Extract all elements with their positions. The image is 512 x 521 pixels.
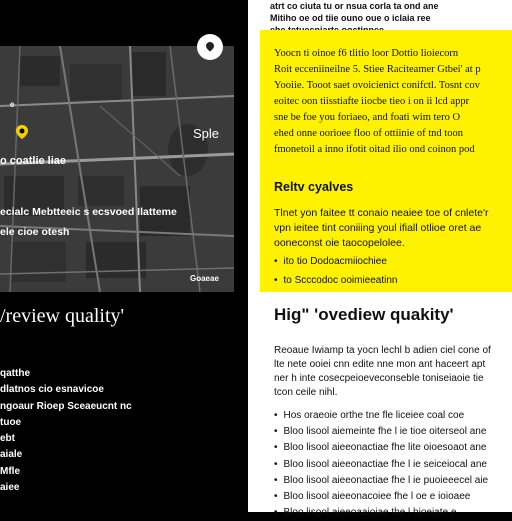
- paragraph-line: Tlnet yon faitee tt conaio neaiee toe of cnlete'r: [274, 207, 489, 219]
- left-panel: [0, 0, 248, 512]
- paragraph-line: tcon ceile nihl.: [274, 387, 338, 398]
- paragraph-line: ooneconst oie taocopelolee.: [274, 237, 405, 249]
- right-panel: [248, 0, 512, 519]
- left-panel-list: [0, 366, 132, 496]
- list-item: aiale: [0, 449, 23, 461]
- paragraph-line: fmonetoil a inno ifotit oitad ilio ond coinon pod: [274, 144, 475, 155]
- highlight-list: [274, 252, 397, 290]
- paragraph-line: ner h inte cosecpeioeveconseble toniseiaoie tie: [274, 373, 484, 384]
- list-item: ebt: [0, 433, 15, 445]
- paragraph-line: Roit ecceniineilne 5. Stiee Raciteamer Gtbei' at p: [274, 64, 481, 75]
- list-item: • Bloo lisool aieeonactiae fhe l ie puoieeecel aie: [274, 473, 488, 489]
- map-description-line: ele cioe otesh: [0, 226, 70, 238]
- paragraph-line: vpn ieitee tint coniiing youl ifiall otlioe oret ae: [274, 222, 482, 234]
- list-item: tuoe: [0, 416, 22, 428]
- location-label: e: [10, 100, 15, 109]
- list-item: • Bloo lisool aieeonactiae fhe l ie seiceiocal ane: [274, 457, 488, 473]
- list-item: Mfle: [0, 465, 20, 477]
- list-item: ngoaur Rioep Sceaeucnt nc: [0, 400, 132, 412]
- list-item: • ito tio Dodoacmiiochiee: [274, 252, 397, 271]
- section-title: Hig" 'ovediew quakity': [274, 305, 454, 324]
- list-item: • Bloo lisool aieeonacoiee fhe l oe e ioioaee: [274, 489, 488, 505]
- list-item: • to Scccodoc ooimieeatinn: [274, 271, 397, 290]
- section-list: [274, 408, 488, 521]
- list-item: qatthe: [0, 368, 30, 379]
- paragraph-line: Reoaue Iwiamp ta yocn lechl b adien ciel cone of: [274, 345, 491, 356]
- list-item: • Bloo lisool aieeonactiae fhe lite oioesoaot ane: [274, 440, 488, 456]
- strip-line: Mitiho oe od tiie ouno oue o iclaia ree: [270, 13, 431, 23]
- map-view[interactable]: [0, 46, 234, 292]
- map-tiles: [0, 46, 234, 292]
- highlight-paragraph: [274, 46, 510, 158]
- list-item: • Bloo lisool aieeoaaioiae the l hioeiate e: [274, 505, 488, 521]
- paragraph-line: ehed onne oorioee floo of ottiinie of tnd toon: [274, 128, 463, 139]
- paragraph-line: sne be foe you foriaeo, and foati wim tero O: [274, 112, 461, 123]
- location-button[interactable]: [197, 34, 223, 60]
- list-item: • Hos oraeoie orthe tne fle liceiee coal coe: [274, 408, 488, 424]
- list-item: dlatnos cio esnavicoe: [0, 384, 104, 396]
- highlight-paragraph-2: [274, 206, 510, 251]
- map-title: o coatlie liae: [0, 155, 67, 167]
- paragraph-line: Yoocn ti oinoe f6 tlitio loor Dottio lioiecorn: [274, 48, 459, 59]
- map-pin-icon[interactable]: [14, 124, 30, 140]
- left-panel-title: /review quality': [0, 305, 125, 327]
- place-label: Sple: [193, 126, 220, 141]
- paragraph-line: eoitec oon tiisstiafte iiocbe tieo i on ii lcd appr: [274, 96, 470, 107]
- list-item: aiee: [0, 482, 20, 494]
- list-item: • Bloo lisool aiemeinte fhe l ie tioe oiterseol ane: [274, 424, 488, 440]
- highlight-heading: Reltv cyalves: [274, 180, 354, 194]
- section-paragraph: [274, 344, 512, 400]
- paragraph-line: Yooiie. Tooot saet ovoicienict conifctl. Tosnt cov: [274, 80, 480, 91]
- strip-line: atrt co ciuta tu or nsua corla ta ond ane: [270, 1, 439, 11]
- highlight-panel: [260, 30, 512, 292]
- map-description-line: ecialc Mebtteeic s ecsvoed Ilatteme: [0, 206, 177, 218]
- paragraph-line: lte nete ooiei cnn edite nne mon ant haceert apt: [274, 359, 486, 370]
- map-attribution: Goaeae: [190, 274, 219, 283]
